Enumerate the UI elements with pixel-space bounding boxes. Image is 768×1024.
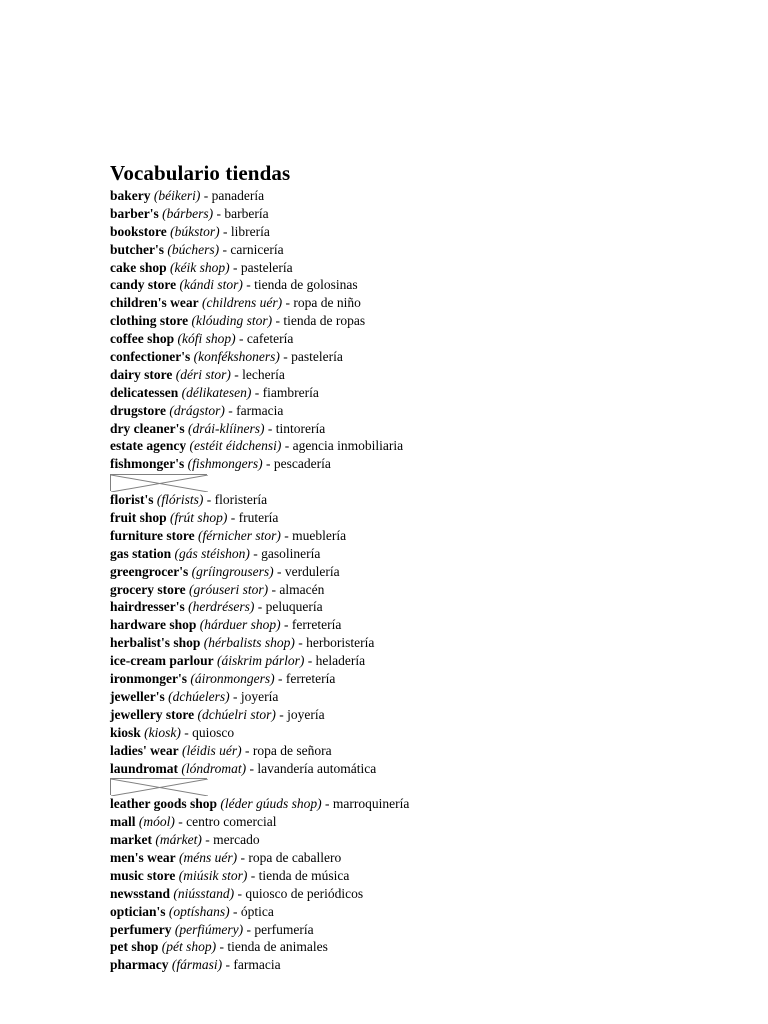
vocab-term: bakery (110, 188, 151, 203)
vocab-separator: - (233, 903, 238, 919)
vocab-term: mall (110, 814, 136, 830)
broken-image-icon (110, 778, 207, 795)
vocab-translation: ropa de niño (293, 295, 361, 311)
vocab-pronunciation: (búchers) (167, 241, 220, 257)
vocab-term: clothing store (110, 313, 189, 329)
vocab-term: confectioner's (110, 349, 191, 365)
vocab-entry (110, 921, 730, 939)
vocab-translation: verdulería (284, 563, 340, 579)
vocab-pronunciation: (léder gúuds shop) (220, 796, 322, 812)
vocab-translation: tienda de animales (227, 939, 328, 955)
vocab-entry (110, 420, 730, 438)
vocab-entry (110, 795, 730, 813)
vocab-translation: heladería (315, 653, 366, 669)
vocab-translation: farmacia (236, 402, 284, 418)
vocab-separator: - (275, 313, 280, 329)
vocab-entry (110, 348, 730, 366)
vocab-pronunciation: (hérbalists shop) (203, 635, 295, 651)
vocab-entry (110, 312, 730, 330)
vocab-term: coffee shop (110, 331, 175, 347)
vocab-entry (110, 706, 730, 724)
broken-image-placeholder (110, 473, 730, 491)
vocab-separator: - (237, 885, 243, 901)
vocab-pronunciation: (béikeri) (153, 188, 201, 203)
vocab-separator: - (246, 921, 251, 937)
vocab-translation: fiambrería (262, 384, 319, 400)
vocab-translation: ropa de caballero (248, 849, 342, 865)
vocab-pronunciation: (hárduer shop) (199, 617, 281, 633)
vocab-separator: - (250, 867, 256, 883)
vocab-separator: - (216, 205, 221, 221)
vocab-entry (110, 598, 730, 616)
vocab-entry (110, 276, 730, 294)
vocab-separator: - (283, 349, 288, 365)
vocab-term: candy store (110, 277, 177, 293)
entry-list-c (110, 795, 730, 974)
vocab-entry (110, 634, 730, 652)
vocab-pronunciation: (gás stéishon) (174, 545, 250, 561)
vocab-term: ice-cream parlour (110, 653, 214, 669)
vocab-pronunciation: (optíshans) (168, 903, 230, 919)
vocab-separator: - (284, 438, 290, 454)
vocab-separator: - (230, 510, 236, 526)
vocabulary-page (110, 160, 730, 974)
vocab-translation: carnicería (230, 241, 284, 257)
vocab-pronunciation: (délikatesen) (181, 384, 252, 400)
page-title: Vocabulario tiendas (110, 161, 291, 185)
vocab-pronunciation: (dchúelri stor) (197, 706, 276, 722)
vocab-translation: pescadería (273, 456, 331, 472)
vocab-pronunciation: (drái-klíiners) (187, 420, 265, 436)
vocab-entry (110, 885, 730, 903)
vocab-separator: - (298, 635, 303, 651)
vocab-entry (110, 205, 730, 223)
vocab-separator: - (205, 832, 210, 848)
vocab-separator: - (284, 617, 289, 633)
vocab-pronunciation: (perfiúmery) (174, 921, 244, 937)
vocab-pronunciation: (léidis uér) (182, 742, 242, 758)
vocab-separator: - (184, 724, 189, 740)
vocab-separator: - (222, 241, 227, 257)
vocab-separator: - (276, 563, 282, 579)
vocab-entry (110, 670, 730, 688)
entry-list-b (110, 491, 730, 777)
vocab-translation: tienda de música (258, 867, 350, 883)
vocab-separator: - (271, 581, 276, 597)
vocab-translation: mueblería (292, 527, 347, 543)
vocab-translation: pastelería (240, 259, 293, 275)
vocab-pronunciation: (fishmongers) (187, 456, 263, 472)
vocab-translation: ferretería (291, 617, 342, 633)
vocab-entry (110, 724, 730, 742)
vocab-entry (110, 491, 730, 509)
vocab-separator: - (254, 384, 260, 400)
vocab-entry (110, 437, 730, 455)
broken-image-icon (110, 474, 207, 491)
vocab-separator: - (228, 402, 233, 418)
vocab-entry (110, 688, 730, 706)
vocab-term: delicatessen (110, 384, 179, 400)
vocab-entry (110, 581, 730, 599)
vocab-entry (110, 223, 730, 241)
vocab-translation: cafetería (246, 331, 294, 347)
vocab-entry (110, 330, 730, 348)
vocab-pronunciation: (gróuseri stor) (188, 581, 269, 597)
vocab-separator: - (219, 939, 225, 955)
vocab-term: ladies' wear (110, 742, 179, 758)
broken-image-cross (111, 475, 208, 492)
vocab-entry (110, 527, 730, 545)
vocab-translation: floristería (214, 492, 268, 508)
vocab-entry (110, 563, 730, 581)
vocab-separator: - (267, 420, 273, 436)
vocab-pronunciation: (lóndromat) (181, 760, 247, 776)
vocab-pronunciation: (áiskrim párlor) (216, 653, 305, 669)
broken-image-placeholder (110, 777, 730, 795)
entry-list-a (110, 187, 730, 473)
vocab-entry (110, 742, 730, 760)
vocab-pronunciation: (áironmongers) (190, 671, 275, 687)
vocab-term: newsstand (110, 885, 171, 901)
vocab-entry (110, 384, 730, 402)
vocab-term: herbalist's shop (110, 635, 201, 651)
vocab-pronunciation: (kéik shop) (170, 259, 230, 275)
vocab-separator: - (223, 223, 228, 239)
vocab-entry (110, 402, 730, 420)
vocab-separator: - (178, 814, 183, 830)
vocab-separator: - (285, 295, 290, 311)
vocab-pronunciation: (gríingrousers) (191, 563, 274, 579)
vocab-translation: perfumería (254, 921, 314, 937)
vocab-pronunciation: (déri stor) (175, 366, 231, 382)
vocab-term: leather goods shop (110, 796, 218, 812)
vocab-translation: frutería (238, 510, 279, 526)
vocab-pronunciation: (childrens uér) (202, 295, 283, 311)
vocab-translation: tintorería (275, 420, 326, 436)
vocab-term: drugstore (110, 402, 166, 418)
vocab-entry (110, 938, 730, 956)
vocab-term: men's wear (110, 849, 176, 865)
vocab-translation: panadería (211, 188, 265, 203)
vocab-translation: ferretería (285, 671, 336, 687)
vocab-separator: - (206, 492, 212, 508)
vocab-pronunciation: (fármasi) (171, 957, 223, 973)
vocab-translation: peluquería (265, 599, 323, 615)
vocab-translation: gasolinería (261, 545, 321, 561)
vocab-pronunciation: (estéit éidchensi) (189, 438, 282, 454)
vocab-separator: - (307, 653, 313, 669)
vocab-pronunciation: (márket) (155, 832, 202, 848)
vocab-term: grocery store (110, 581, 186, 597)
vocab-translation: herboristería (306, 635, 375, 651)
vocab-pronunciation: (klóuding stor) (191, 313, 273, 329)
vocab-entry (110, 903, 730, 921)
vocab-term: jewellery store (110, 706, 195, 722)
vocab-entry (110, 652, 730, 670)
vocab-term: children's wear (110, 295, 199, 311)
vocab-translation: óptica (240, 903, 274, 919)
vocab-term: greengrocer's (110, 563, 189, 579)
vocab-term: perfumery (110, 921, 172, 937)
vocab-separator: - (253, 545, 258, 561)
vocab-term: optician's (110, 903, 166, 919)
vocab-separator: - (234, 366, 239, 382)
vocab-separator: - (203, 188, 209, 203)
vocab-pronunciation: (konfékshoners) (193, 349, 280, 365)
vocab-term: butcher's (110, 241, 164, 257)
vocab-pronunciation: (kándi stor) (179, 277, 243, 293)
vocab-entry (110, 760, 730, 778)
vocab-translation: ropa de señora (252, 742, 332, 758)
vocab-pronunciation: (bárbers) (162, 205, 214, 221)
vocab-pronunciation: (pét shop) (161, 939, 217, 955)
vocab-entry (110, 545, 730, 563)
vocab-term: music store (110, 867, 176, 883)
vocab-pronunciation: (méns uér) (178, 849, 238, 865)
vocab-separator: - (233, 259, 238, 275)
vocab-translation: mercado (213, 832, 260, 848)
vocab-pronunciation: (miúsik stor) (178, 867, 248, 883)
vocab-translation: lavandería automática (257, 760, 377, 776)
vocab-entry (110, 259, 730, 277)
vocab-entry (110, 813, 730, 831)
vocab-translation: farmacia (233, 957, 281, 973)
vocab-entry (110, 509, 730, 527)
vocab-translation: quiosco de periódicos (245, 885, 364, 901)
vocab-separator: - (225, 957, 230, 973)
vocab-separator: - (245, 742, 250, 758)
vocab-pronunciation: (niússtand) (173, 885, 235, 901)
vocab-separator: - (249, 760, 255, 776)
vocab-term: jeweller's (110, 688, 165, 704)
vocab-separator: - (232, 688, 238, 704)
vocab-pronunciation: (kófi shop) (177, 331, 236, 347)
vocab-term: estate agency (110, 438, 187, 454)
vocab-entry (110, 849, 730, 867)
vocab-pronunciation: (frút shop) (170, 510, 228, 526)
vocab-translation: barbería (224, 205, 269, 221)
vocab-term: kiosk (110, 724, 141, 740)
vocab-entry (110, 187, 730, 205)
vocab-pronunciation: (flórists) (156, 492, 204, 508)
vocab-pronunciation: (móol) (138, 814, 175, 830)
vocab-translation: agencia inmobiliaria (292, 438, 404, 454)
vocab-entry (110, 616, 730, 634)
vocab-pronunciation: (kiosk) (144, 724, 181, 740)
vocab-translation: pastelería (291, 349, 343, 365)
vocab-translation: almacén (279, 581, 325, 597)
vocab-term: florist's (110, 492, 154, 508)
vocab-translation: joyería (287, 706, 325, 722)
vocab-separator: - (266, 456, 271, 472)
vocab-pronunciation: (dchúelers) (168, 688, 230, 704)
vocab-term: furniture store (110, 527, 195, 543)
vocab-separator: - (240, 849, 245, 865)
vocab-term: fruit shop (110, 510, 167, 526)
vocab-entry (110, 366, 730, 384)
vocab-term: bookstore (110, 223, 167, 239)
vocab-term: hardware shop (110, 617, 197, 633)
vocab-translation: quiosco (192, 724, 235, 740)
vocab-separator: - (257, 599, 263, 615)
vocab-translation: marroquinería (332, 796, 410, 812)
vocab-entry (110, 294, 730, 312)
vocab-term: cake shop (110, 259, 167, 275)
vocab-separator: - (325, 796, 330, 812)
vocab-translation: centro comercial (186, 814, 277, 830)
vocab-term: barber's (110, 205, 159, 221)
vocab-entry (110, 831, 730, 849)
vocab-pronunciation: (férnicher stor) (198, 527, 281, 543)
vocab-translation: tienda de golosinas (254, 277, 358, 293)
vocab-translation: joyería (240, 688, 279, 704)
vocab-separator: - (279, 706, 284, 722)
vocab-term: pharmacy (110, 957, 169, 973)
vocab-separator: - (239, 331, 244, 347)
vocab-translation: librería (230, 223, 270, 239)
vocab-pronunciation: (drágstor) (169, 402, 225, 418)
vocab-translation: lechería (242, 366, 285, 382)
vocab-term: dry cleaner's (110, 420, 185, 436)
vocab-separator: - (246, 277, 251, 293)
vocab-separator: - (284, 527, 289, 543)
vocab-translation: tienda de ropas (283, 313, 366, 329)
vocab-entry (110, 241, 730, 259)
vocab-term: market (110, 832, 152, 848)
vocab-term: pet shop (110, 939, 159, 955)
vocab-term: dairy store (110, 366, 173, 382)
vocab-term: laundromat (110, 760, 179, 776)
vocab-term: ironmonger's (110, 671, 187, 687)
vocab-term: fishmonger's (110, 456, 185, 472)
vocab-term: hairdresser's (110, 599, 185, 615)
vocab-pronunciation: (herdrésers) (188, 599, 255, 615)
vocab-term: gas station (110, 545, 172, 561)
broken-image-cross (111, 779, 208, 796)
vocab-entry (110, 867, 730, 885)
vocab-separator: - (278, 671, 283, 687)
vocab-pronunciation: (búkstor) (170, 223, 220, 239)
vocab-entry (110, 455, 730, 473)
vocab-entry (110, 956, 730, 974)
